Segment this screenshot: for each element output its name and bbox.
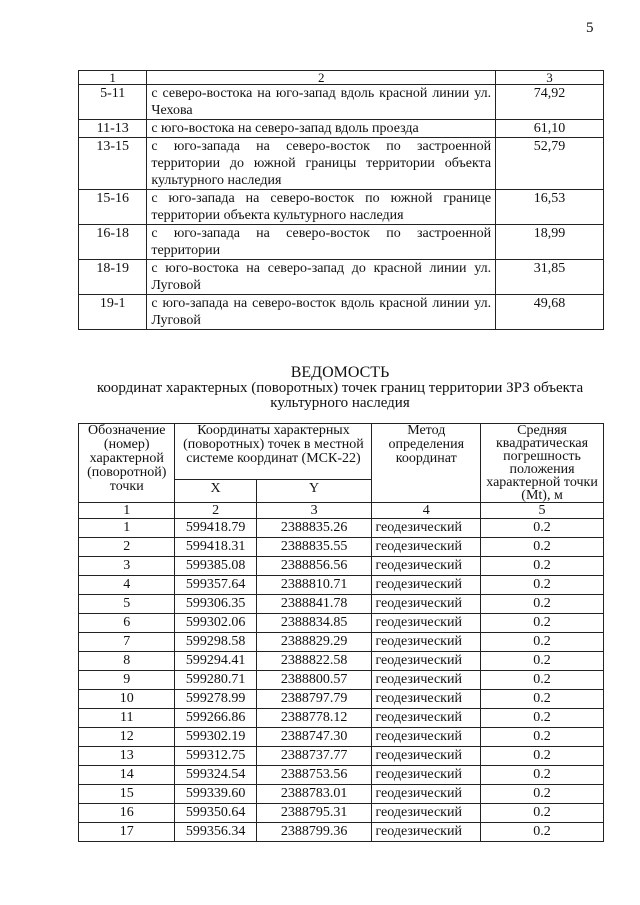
x-coordinate: 599356.34 [175, 823, 256, 842]
point-number: 5 [79, 595, 175, 614]
point-number: 3 [79, 557, 175, 576]
segment-points: 16-18 [79, 225, 147, 260]
method-value: геодезический [372, 690, 481, 709]
coordinates-table [78, 423, 604, 842]
point-number: 4 [79, 576, 175, 595]
table-row [79, 766, 604, 785]
table-row [79, 225, 604, 260]
method-value: геодезический [372, 614, 481, 633]
method-value: геодезический [372, 671, 481, 690]
x-coordinate: 599339.60 [175, 785, 256, 804]
x-coordinate: 599280.71 [175, 671, 256, 690]
segment-points: 11-13 [79, 120, 147, 138]
segment-points: 5-11 [79, 85, 147, 120]
table-row [79, 519, 604, 538]
designation-header: Обозначение (номер) характерной (поворотной) точки [79, 424, 175, 503]
error-header: Средняя квадратическая погрешность положения характерной точки (Mt), м [481, 424, 604, 503]
table-header-row [79, 71, 604, 85]
method-value: геодезический [372, 823, 481, 842]
segment-length: 61,10 [496, 120, 604, 138]
x-coordinate: 599324.54 [175, 766, 256, 785]
point-number: 15 [79, 785, 175, 804]
segment-points: 13-15 [79, 138, 147, 190]
point-number: 13 [79, 747, 175, 766]
table-row [79, 709, 604, 728]
point-number: 12 [79, 728, 175, 747]
error-value: 0.2 [481, 519, 604, 538]
column-number: 2 [147, 71, 496, 85]
x-coordinate: 599266.86 [175, 709, 256, 728]
error-value: 0.2 [481, 690, 604, 709]
method-value: геодезический [372, 652, 481, 671]
page-number: 5 [586, 20, 594, 36]
table-row [79, 652, 604, 671]
table-row [79, 85, 604, 120]
column-number: 2 [175, 503, 256, 519]
table-row [79, 633, 604, 652]
segment-length: 49,68 [496, 295, 604, 330]
method-value: геодезический [372, 633, 481, 652]
x-coordinate: 599418.31 [175, 538, 256, 557]
method-value: геодезический [372, 576, 481, 595]
table-row [79, 804, 604, 823]
error-value: 0.2 [481, 728, 604, 747]
point-number: 1 [79, 519, 175, 538]
column-number: 1 [79, 503, 175, 519]
error-value: 0.2 [481, 804, 604, 823]
error-value: 0.2 [481, 785, 604, 804]
method-header: Метод определения координат [372, 424, 481, 503]
x-coordinate: 599306.35 [175, 595, 256, 614]
x-coordinate: 599418.79 [175, 519, 256, 538]
table-header-row [79, 424, 604, 480]
method-value: геодезический [372, 595, 481, 614]
y-coordinate: 2388795.31 [256, 804, 372, 823]
point-number: 14 [79, 766, 175, 785]
y-header: Y [256, 479, 372, 502]
x-header: X [175, 479, 256, 502]
y-coordinate: 2388829.29 [256, 633, 372, 652]
error-value: 0.2 [481, 538, 604, 557]
error-value: 0.2 [481, 823, 604, 842]
point-number: 10 [79, 690, 175, 709]
point-number: 2 [79, 538, 175, 557]
x-coordinate: 599385.08 [175, 557, 256, 576]
error-value: 0.2 [481, 633, 604, 652]
column-number: 3 [256, 503, 372, 519]
error-value: 0.2 [481, 652, 604, 671]
segment-description: с юго-востока на северо-запад до красной линии ул. Луговой [147, 260, 496, 295]
segment-description: с юго-запада на северо-восток по южной границе территории объекта культурного наследия [147, 190, 496, 225]
method-value: геодезический [372, 747, 481, 766]
segment-length: 31,85 [496, 260, 604, 295]
method-value: геодезический [372, 538, 481, 557]
y-coordinate: 2388783.01 [256, 785, 372, 804]
error-value: 0.2 [481, 557, 604, 576]
x-coordinate: 599298.58 [175, 633, 256, 652]
table-row [79, 138, 604, 190]
y-coordinate: 2388835.26 [256, 519, 372, 538]
y-coordinate: 2388799.36 [256, 823, 372, 842]
segment-points: 15-16 [79, 190, 147, 225]
method-value: геодезический [372, 709, 481, 728]
table-row [79, 671, 604, 690]
coordinates-header: Координаты характерных (поворотных) точек в местной системе координат (МСК-22) [175, 424, 372, 480]
y-coordinate: 2388747.30 [256, 728, 372, 747]
segment-points: 19-1 [79, 295, 147, 330]
table-row [79, 823, 604, 842]
x-coordinate: 599302.06 [175, 614, 256, 633]
segment-description: с юго-востока на северо-запад вдоль проезда [147, 120, 496, 138]
y-coordinate: 2388834.85 [256, 614, 372, 633]
table-row [79, 747, 604, 766]
table-row [79, 538, 604, 557]
point-number: 11 [79, 709, 175, 728]
x-coordinate: 599350.64 [175, 804, 256, 823]
table-row [79, 785, 604, 804]
error-value: 0.2 [481, 595, 604, 614]
y-coordinate: 2388841.78 [256, 595, 372, 614]
table-row [79, 190, 604, 225]
x-coordinate: 599278.99 [175, 690, 256, 709]
x-coordinate: 599302.19 [175, 728, 256, 747]
table-row [79, 260, 604, 295]
method-value: геодезический [372, 557, 481, 576]
segment-description: с юго-запада на северо-восток по застроенной территории до южной границы территории объекта культурного наследия [147, 138, 496, 190]
y-coordinate: 2388778.12 [256, 709, 372, 728]
method-value: геодезический [372, 785, 481, 804]
table-row [79, 690, 604, 709]
point-number: 8 [79, 652, 175, 671]
method-value: геодезический [372, 519, 481, 538]
error-value: 0.2 [481, 709, 604, 728]
segment-length: 16,53 [496, 190, 604, 225]
column-numbers-row [79, 503, 604, 519]
table-row [79, 295, 604, 330]
error-value: 0.2 [481, 671, 604, 690]
statement-subtitle: культурного наследия [270, 395, 410, 411]
x-coordinate: 599357.64 [175, 576, 256, 595]
segment-length: 74,92 [496, 85, 604, 120]
boundary-segments-table [78, 70, 604, 330]
segment-description: с северо-востока на юго-запад вдоль красной линии ул. Чехова [147, 85, 496, 120]
point-number: 16 [79, 804, 175, 823]
segment-length: 52,79 [496, 138, 604, 190]
segment-length: 18,99 [496, 225, 604, 260]
x-coordinate: 599294.41 [175, 652, 256, 671]
y-coordinate: 2388835.55 [256, 538, 372, 557]
table-row [79, 595, 604, 614]
point-number: 17 [79, 823, 175, 842]
point-number: 7 [79, 633, 175, 652]
column-number: 5 [481, 503, 604, 519]
column-number: 3 [496, 71, 604, 85]
table-row [79, 614, 604, 633]
segment-description: с юго-запада на северо-восток вдоль красной линии ул. Луговой [147, 295, 496, 330]
x-coordinate: 599312.75 [175, 747, 256, 766]
table-row [79, 557, 604, 576]
column-number: 4 [372, 503, 481, 519]
column-number: 1 [79, 71, 147, 85]
y-coordinate: 2388800.57 [256, 671, 372, 690]
table-row [79, 120, 604, 138]
segment-points: 18-19 [79, 260, 147, 295]
method-value: геодезический [372, 728, 481, 747]
point-number: 6 [79, 614, 175, 633]
error-value: 0.2 [481, 614, 604, 633]
segment-description: с юго-запада на северо-восток по застроенной территории [147, 225, 496, 260]
error-value: 0.2 [481, 747, 604, 766]
y-coordinate: 2388810.71 [256, 576, 372, 595]
y-coordinate: 2388753.56 [256, 766, 372, 785]
point-number: 9 [79, 671, 175, 690]
table-row [79, 576, 604, 595]
error-value: 0.2 [481, 576, 604, 595]
method-value: геодезический [372, 804, 481, 823]
table-row [79, 728, 604, 747]
y-coordinate: 2388822.58 [256, 652, 372, 671]
error-value: 0.2 [481, 766, 604, 785]
y-coordinate: 2388797.79 [256, 690, 372, 709]
method-value: геодезический [372, 766, 481, 785]
y-coordinate: 2388737.77 [256, 747, 372, 766]
y-coordinate: 2388856.56 [256, 557, 372, 576]
statement-title: ВЕДОМОСТЬ [290, 364, 390, 381]
statement-subtitle: координат характерных (поворотных) точек границ территории ЗРЗ объекта [96, 380, 584, 396]
